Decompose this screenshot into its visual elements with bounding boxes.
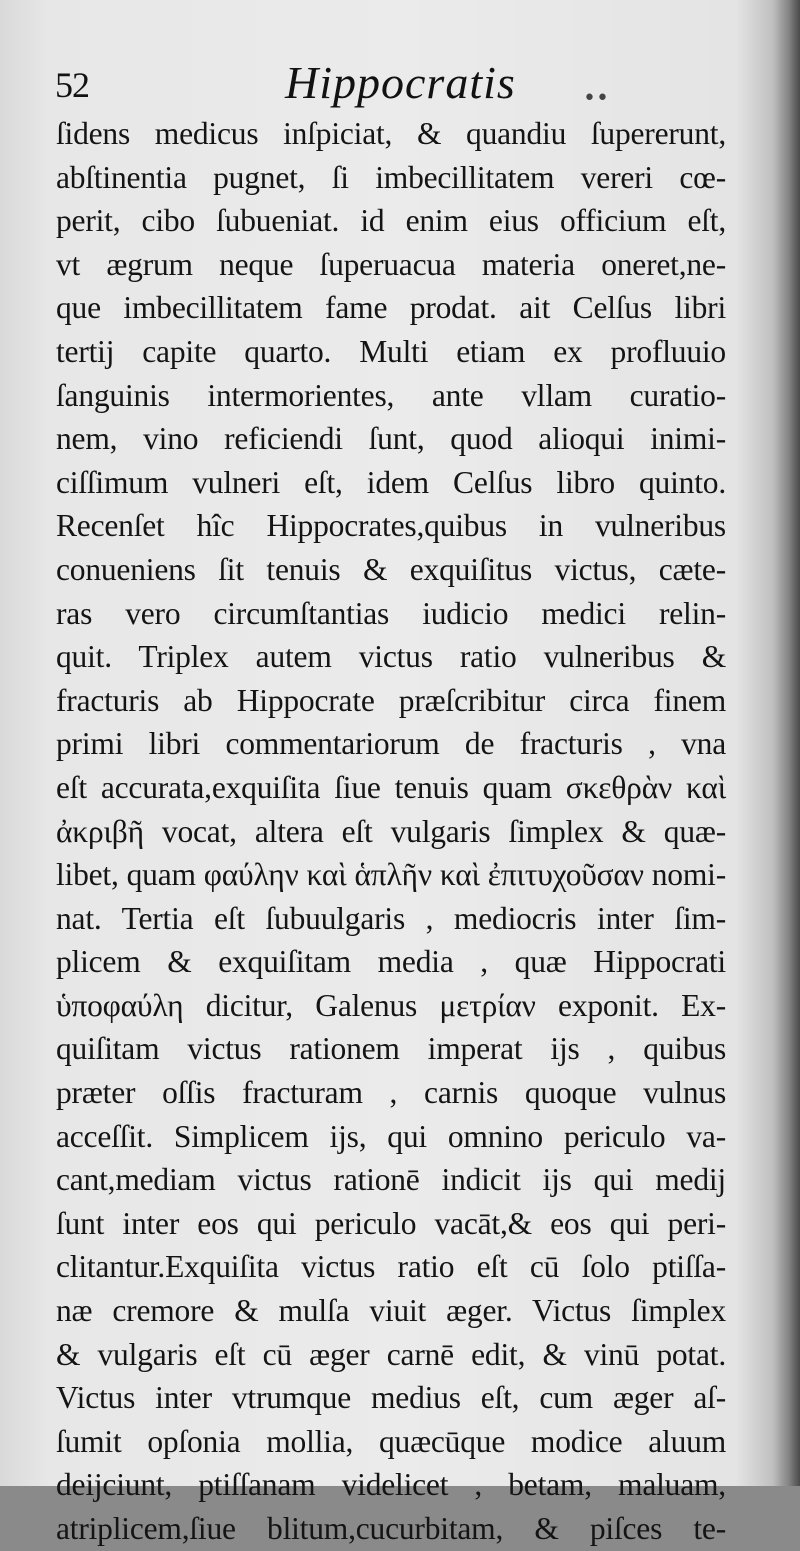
text-line: vt ægrum neque ſuperuacua materia oneret,ne- xyxy=(56,246,726,282)
text-line: eſt accurata,exquiſita ſiue tenuis quam σκεθρὰν καὶ xyxy=(56,769,726,805)
text-line: Victus inter vtrumque medius eſt, cum æger aſ- xyxy=(56,1380,726,1416)
text-line: conueniens ſit tenuis & exquiſitus victus, cæte- xyxy=(56,551,726,587)
text-line: ſidens medicus inſpiciat, & quandiu ſupererunt, xyxy=(56,116,726,151)
text-line: perit, cibo ſubueniat. id enim eius officium eſt, xyxy=(56,203,726,239)
text-line: libet, quam φαύλην καὶ ἁπλῆν καὶ ἐπιτυχοῦσαν nomi- xyxy=(56,857,726,893)
text-line: ciſſimum vulneri eſt, idem Celſus libro quinto. xyxy=(56,464,726,500)
text-line: fracturis ab Hippocrate præſcribitur circa finem xyxy=(56,682,726,718)
text-line: que imbecillitatem fame prodat. ait Celſus libri xyxy=(56,290,726,326)
text-line: ras vero circumſtantias iudicio medici relin- xyxy=(56,595,726,631)
text-line: ſumit opſonia mollia, quæcūque modice aluum xyxy=(56,1423,726,1459)
text-line: nem, vino reficiendi ſunt, quod alioqui inimi- xyxy=(56,421,726,457)
page-spine-shadow xyxy=(772,0,800,1486)
text-line: acceſſit. Simplicem ijs, qui omnino periculo va- xyxy=(56,1118,726,1154)
text-line: cant,mediam victus rationē indicit ijs qui medij xyxy=(56,1162,726,1198)
text-line: nat. Tertia eſt ſubuulgaris , mediocris inter ſim- xyxy=(56,900,726,936)
text-line: ἀκριβῆ vocat, altera eſt vulgaris ſimplex & quæ- xyxy=(56,813,726,849)
ink-speck-icon: •• xyxy=(583,86,609,111)
text-line: præter oſſis fracturam , carnis quoque vulnus xyxy=(56,1075,726,1111)
text-line: clitantur.Exquiſita victus ratio eſt cū ſolo ptiſſa- xyxy=(56,1249,726,1285)
text-line: atriplicem,ſiue blitum,cucurbitam, & piſces te- xyxy=(56,1511,726,1546)
text-line: ὑποφαύλη dicitur, Galenus μετρίαν exponit. Ex- xyxy=(56,987,726,1023)
page-header xyxy=(55,56,735,112)
text-line: ſunt inter eos qui periculo vacāt,& eos qui peri- xyxy=(56,1205,726,1241)
text-line: quit. Triplex autem victus ratio vulneribus & xyxy=(56,639,726,675)
text-line: deijciunt, ptiſſanam videlicet , betam, maluam, xyxy=(56,1467,726,1503)
text-line: Recenſet hîc Hippocrates,quibus in vulneribus xyxy=(56,508,726,544)
text-line: quiſitam victus rationem imperat ijs , quibus xyxy=(56,1031,726,1067)
body-text xyxy=(56,112,726,1551)
page-number: 52 xyxy=(55,65,89,105)
text-line: ſanguinis intermorientes, ante vllam curatio- xyxy=(56,377,726,413)
text-line: primi libri commentariorum de fracturis , vna xyxy=(56,726,726,762)
text-line: tertij capite quarto. Multi etiam ex profluuio xyxy=(56,333,726,369)
text-line: næ cremore & mulſa viuit æger. Victus ſimplex xyxy=(56,1293,726,1329)
text-line: plicem & exquiſitam media , quæ Hippocrati xyxy=(56,944,726,980)
text-line: & vulgaris eſt cū æger carnē edit, & vinū potat. xyxy=(56,1336,726,1372)
running-title: Hippocratis xyxy=(285,57,516,108)
text-line: abſtinentia pugnet, ſi imbecillitatem vereri cœ- xyxy=(56,159,726,195)
